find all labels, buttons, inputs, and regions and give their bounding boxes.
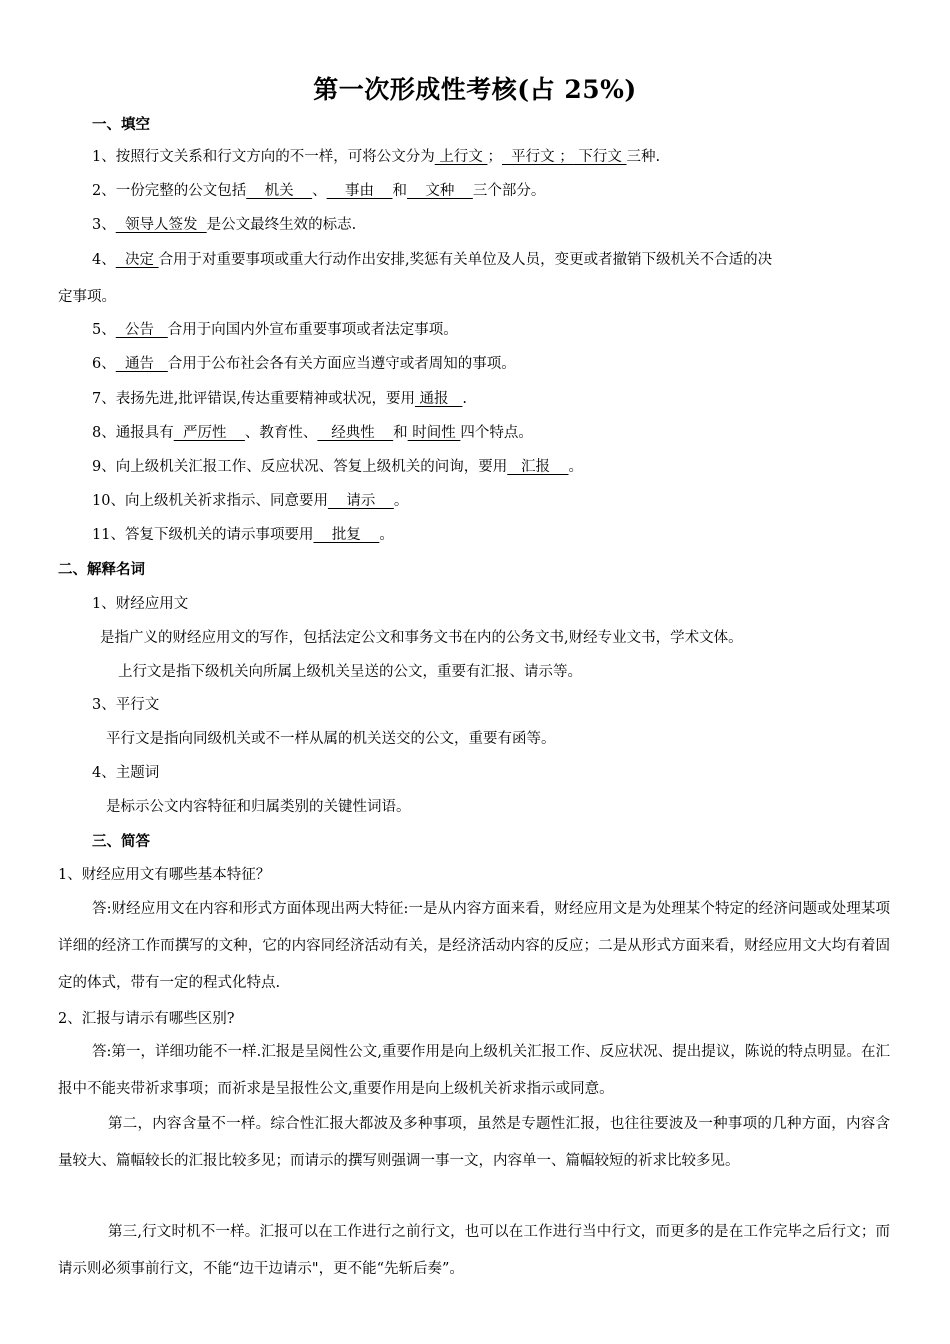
section-heading-short-answer: 三、简答	[92, 833, 150, 850]
answer-question-1: 1、财经应用文有哪些基本特征？	[58, 867, 271, 883]
section-heading-definitions: 二、解释名词	[58, 561, 145, 578]
question-3	[92, 215, 356, 235]
question-text: 是公文最终生效的标志.	[206, 217, 357, 233]
question-text: 10、向上级机关祈求指示、同意要用	[92, 493, 328, 509]
term-3: 3、平行文	[92, 697, 160, 713]
question-text: 四个特点。	[460, 425, 533, 441]
question-text: 合用于向国内外宣布重要事项或者法定事项。	[167, 322, 458, 338]
question-text: 7、表扬先进,批评错误,传达重要精神或状况，要用	[92, 391, 415, 407]
answer-1-paragraph: 答:财经应用文在内容和形式方面体现出两大特征:一是从内容方面来看，财经应用文是为处理某个特定的经济问题或处理某项详细的经济工作而撰写的文种，它的内容同经济活动有关，是经济活动内容的反应；二是从形式方面来看，财经应用文大均有着固定的体式，带有一定的程式化特点.	[58, 901, 890, 991]
answer-blank: 上行文	[434, 149, 488, 165]
answer-2-paragraph-3: 第三,行文时机不一样。汇报可以在工作进行之前行文，也可以在工作进行当中行文，而更多的是在工作完毕之后行文；而请示则必须事前行文，不能“边干边请示"，更不能“先斩后奏”。	[58, 1224, 890, 1277]
answer-blank: 请示	[327, 493, 394, 509]
question-10	[92, 491, 408, 511]
question-text: ；	[487, 149, 502, 165]
question-text: 和	[392, 183, 407, 199]
question-text: 和	[393, 425, 408, 441]
answer-2-paragraph-1: 答:第一，详细功能不一样.汇报是呈阅性公文,重要作用是向上级机关汇报工作、反应状况、提出提议，陈说的特点明显。在汇报中不能夹带祈求事项；而祈求是呈报性公文,重要作用是向上级机关祈求指示或同意。	[58, 1044, 890, 1097]
answer-question-2: 2、汇报与请示有哪些区别?	[58, 1011, 235, 1027]
answer-blank: 文种	[406, 183, 473, 199]
answer-blank: 机关	[246, 183, 313, 199]
question-text: 9、向上级机关汇报工作、反应状况、答复上级机关的问询，要用	[92, 459, 508, 475]
definition-3: 平行文是指向同级机关或不一样从属的机关送交的公文，重要有函等。	[106, 731, 556, 747]
question-text: 三种.	[626, 149, 661, 165]
answer-blank: 汇报	[507, 459, 569, 475]
answer-blank: 严厉性	[173, 425, 245, 441]
answer-blank: 决定	[115, 252, 159, 268]
question-8	[92, 423, 533, 443]
question-4-continued: 定事项。	[58, 289, 116, 305]
section-heading-fill-in: 一、填空	[92, 116, 150, 133]
term-4: 4、主题词	[92, 765, 160, 781]
question-9	[92, 457, 583, 477]
term-1: 1、财经应用文	[92, 596, 189, 612]
question-text: 、教育性、	[244, 425, 318, 441]
question-text: 4、	[92, 252, 116, 268]
question-text: 1、按照行文关系和行文方向的不一样，可将公文分为	[92, 149, 435, 165]
answer-blank: 时间性	[407, 425, 461, 441]
answer-blank: 批复	[313, 527, 380, 543]
question-text: 8、通报具有	[92, 425, 174, 441]
question-text: .	[462, 391, 467, 407]
question-text: 、	[312, 183, 327, 199]
question-5	[92, 320, 458, 340]
definition-2: 上行文是指下级机关向所属上级机关呈送的公文，重要有汇报、请示等。	[118, 664, 582, 680]
answer-blank: 公告	[115, 322, 168, 338]
question-text: 合用于对重要事项或重大行动作出安排,奖惩有关单位及人员，变更或者撤销下级机关不合适的决	[158, 252, 773, 268]
question-text: 。	[379, 527, 394, 543]
definition-1: 是指广义的财经应用文的写作，包括法定公文和事务文书在内的公务文书,财经专业文书，学术文体。	[100, 630, 743, 646]
question-11	[92, 525, 394, 545]
question-text: 合用于公布社会各有关方面应当遵守或者周知的事项。	[167, 356, 516, 372]
question-text: 11、答复下级机关的请示事项要用	[92, 527, 314, 543]
answer-blank: 平行文 ；	[501, 149, 574, 165]
question-text: 三个部分。	[472, 183, 546, 199]
question-7	[92, 389, 467, 409]
page-title: 第一次形成性考核(占 25%)	[313, 75, 637, 104]
question-text: 5、	[92, 322, 116, 338]
question-4	[92, 250, 772, 270]
question-text: 6、	[92, 356, 116, 372]
question-text: 。	[393, 493, 409, 509]
answer-blank: 经典性	[317, 425, 394, 441]
question-text: 2、一份完整的公文包括	[92, 183, 247, 199]
question-1	[92, 147, 660, 167]
question-text: 。	[568, 459, 583, 475]
answer-blank: 下行文	[573, 149, 627, 165]
answer-blank: 通告	[115, 356, 168, 372]
question-6	[92, 354, 516, 374]
definition-4: 是标示公文内容特征和归属类别的关键性词语。	[106, 799, 411, 815]
answer-2-paragraph-2: 第二，内容含量不一样。综合性汇报大都波及多种事项，虽然是专题性汇报，也往往要波及一种事项的几种方面，内容含量较大、篇幅较长的汇报比较多见；而请示的撰写则强调一事一文，内容单一、篇幅较短的祈求比较多见。	[58, 1116, 890, 1169]
question-text: 3、	[92, 217, 116, 233]
question-2	[92, 181, 545, 201]
answer-blank: 通报	[414, 391, 463, 407]
answer-blank: 事由	[326, 183, 393, 199]
answer-blank: 领导人签发	[115, 217, 207, 233]
